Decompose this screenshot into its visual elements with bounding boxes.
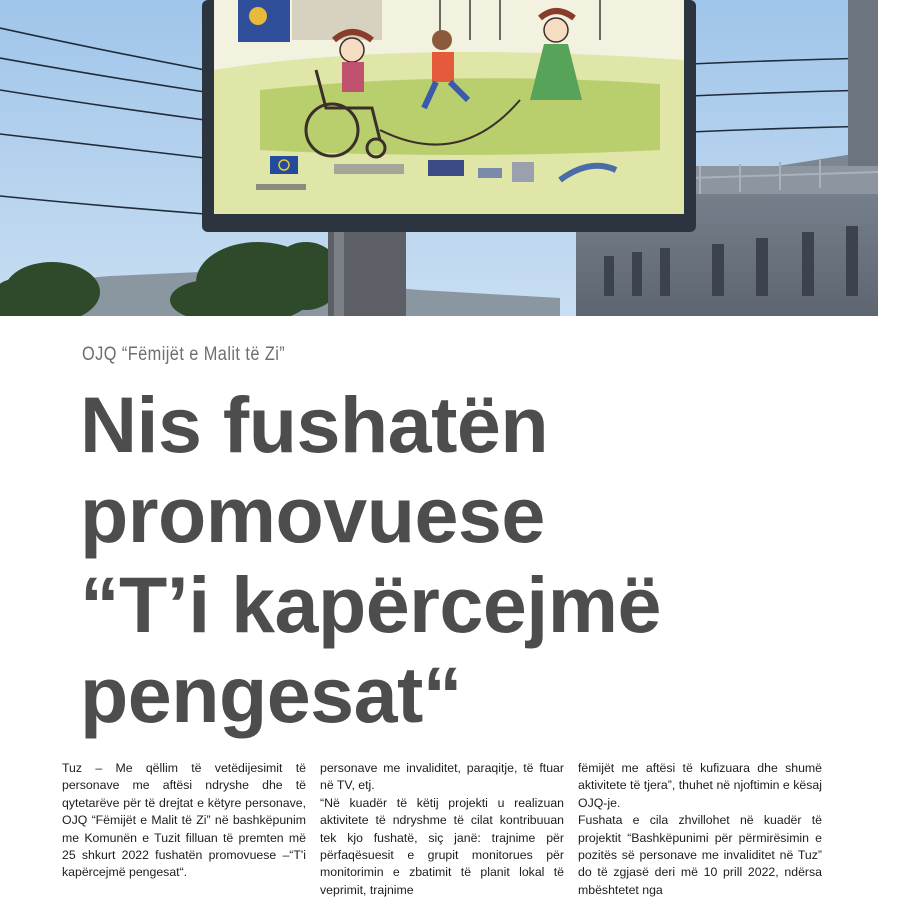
article-column-3 xyxy=(578,760,822,899)
paragraph: personave me invaliditet, paraqitje, të ftuar në TV, etj. xyxy=(320,761,564,793)
paragraph: Tuz – Me qëllim të vetëdijesimit të personave me aftësi ndryshe dhe të qytetarëve për të drejtat e këtyre personave, OJQ “Fëmijët e Malit të Zi” në bashkëpunim me Komunën e Tuzit filluan të premten më 25 shkurt 2022 fushatën promovuese –“T'i kapërcejmë pengesat“. xyxy=(62,761,306,880)
article-headline xyxy=(80,380,860,740)
headline-line: Nis fushatën xyxy=(80,380,549,469)
headline-line: promovuese xyxy=(80,470,545,559)
paragraph: “Në kuadër të këtij projekti u realizuan aktivitete të ndryshme të cilat kontribuuan tek kjo fushatë, siç janë: trajnime për përfaqësuesit e grupit monitorues për monitorimin e zbatimit të planit lokal të veprimit, trajnime xyxy=(320,795,564,897)
page-margin xyxy=(878,0,900,900)
headline-line: pengesat“ xyxy=(80,650,462,739)
article-column-1 xyxy=(62,760,306,882)
paragraph: fëmijët me aftësi të kufizuara dhe shumë aktivitete të tjera”, thuhet në njoftimin e kësaj OJQ-je. xyxy=(578,761,822,810)
headline-line: “T’i kapërcejmë xyxy=(80,560,661,649)
paragraph: Fushata e cila zhvillohet në kuadër të projektit “Bashkëpunimi për përmirësimin e pozitës së personave me invaliditet në Tuz” do të zgjasë deri më 10 prill 2022, ndërsa mbështetet nga xyxy=(578,813,822,897)
article-kicker: OJQ “Fëmijët e Malit të Zi” xyxy=(82,344,286,365)
eu-flag-icon xyxy=(270,156,298,174)
article-column-2 xyxy=(320,760,564,899)
billboard-photo xyxy=(0,0,878,316)
